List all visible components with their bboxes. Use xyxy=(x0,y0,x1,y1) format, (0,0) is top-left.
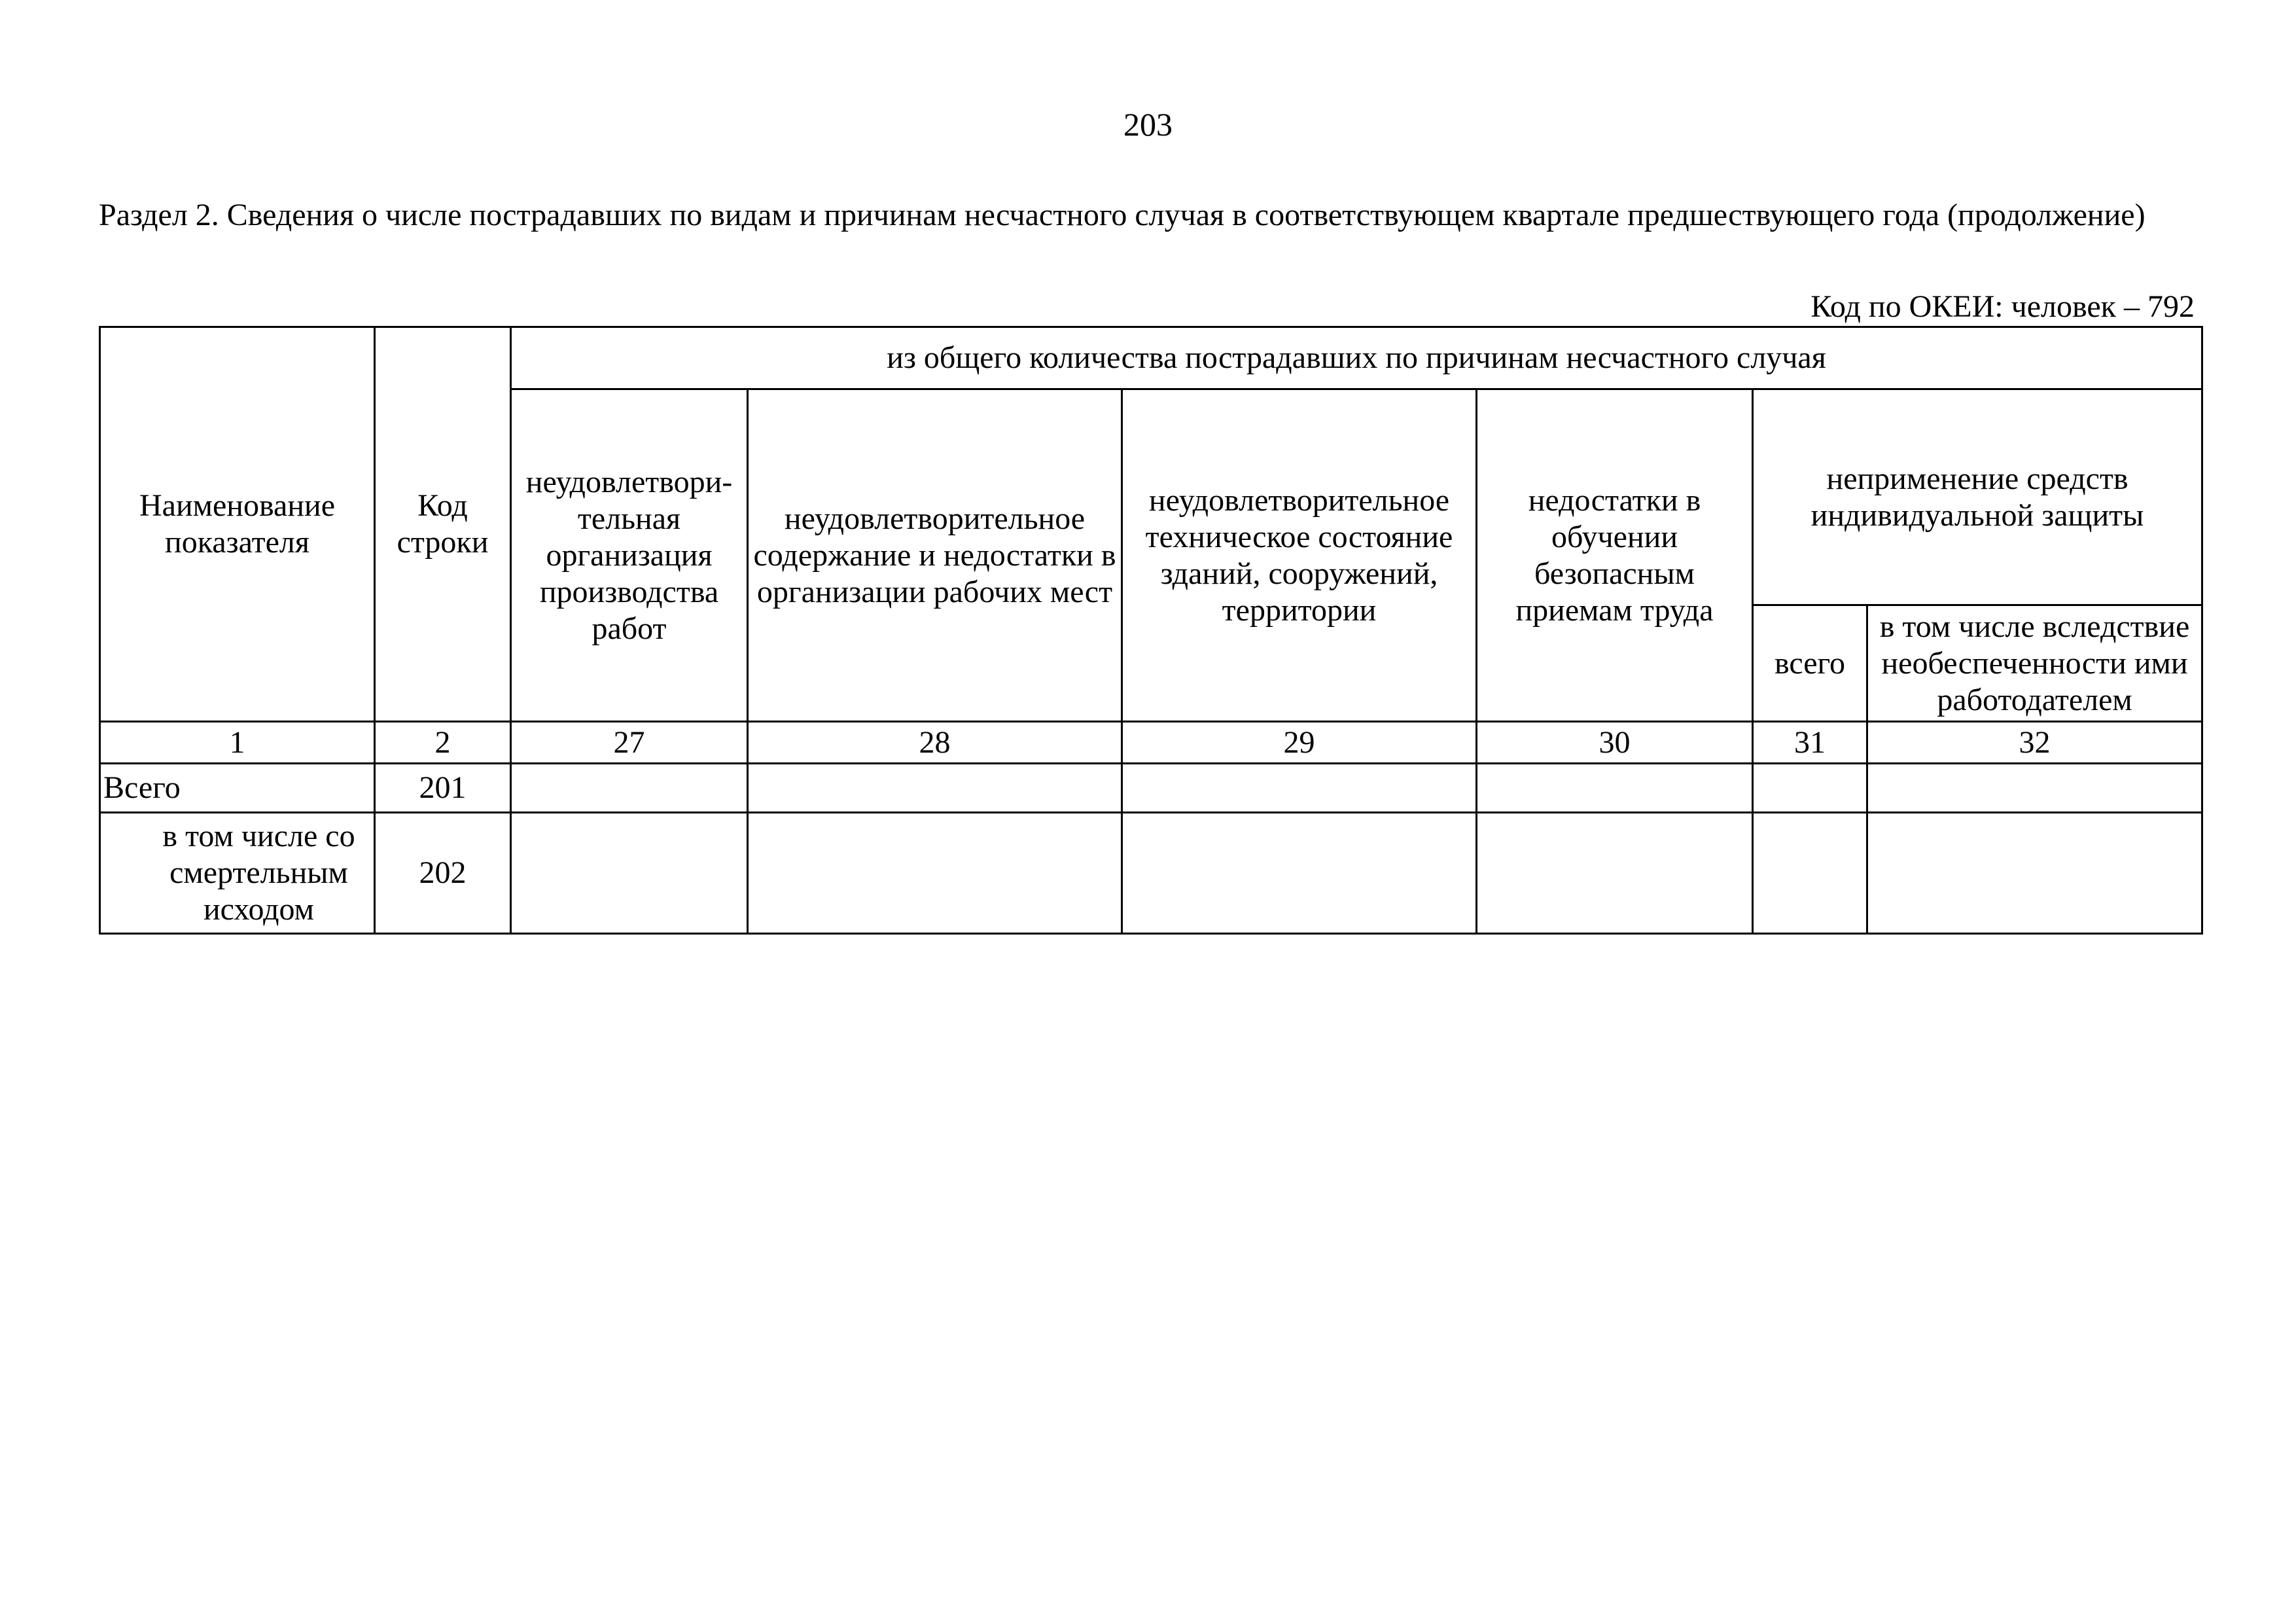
header-col-27: неудовлетвори-тельная организация производства работ xyxy=(511,389,748,722)
data-cell[interactable] xyxy=(1867,813,2202,934)
column-number: 28 xyxy=(748,722,1122,764)
column-numbers-row xyxy=(100,722,2202,764)
header-col-32: в том числе вследствие необеспеченности ими работодателем xyxy=(1867,605,2202,722)
row-code: 202 xyxy=(375,813,511,934)
data-cell[interactable] xyxy=(748,764,1122,813)
table-row xyxy=(100,813,2202,934)
data-cell[interactable] xyxy=(748,813,1122,934)
column-number: 1 xyxy=(100,722,375,764)
okei-code: Код по ОКЕИ: человек – 792 xyxy=(1810,289,2195,324)
column-number: 2 xyxy=(375,722,511,764)
data-cell[interactable] xyxy=(1122,764,1477,813)
column-number: 30 xyxy=(1477,722,1753,764)
data-cell[interactable] xyxy=(1753,764,1867,813)
row-name: Всего xyxy=(100,764,375,813)
header-col-30: недостатки в обучении безопасным приемам труда xyxy=(1477,389,1753,722)
data-cell[interactable] xyxy=(511,813,748,934)
data-cell[interactable] xyxy=(1477,764,1753,813)
row-name: в том числе со смертельным исходом xyxy=(100,813,375,934)
report-table xyxy=(99,326,2203,935)
column-number: 32 xyxy=(1867,722,2202,764)
data-cell[interactable] xyxy=(1753,813,1867,934)
header-group-title: из общего количества пострадавших по причинам несчастного случая xyxy=(511,327,2202,389)
header-col-29: неудовлетворительное техническое состояние зданий, сооружений, территории xyxy=(1122,389,1477,722)
column-number: 27 xyxy=(511,722,748,764)
data-cell[interactable] xyxy=(1477,813,1753,934)
column-number: 31 xyxy=(1753,722,1867,764)
data-cell[interactable] xyxy=(511,764,748,813)
table-row xyxy=(100,764,2202,813)
header-ppe-group: неприменение средств индивидуальной защиты xyxy=(1753,389,2202,605)
header-col-28: неудовлетворительное содержание и недостатки в организации рабочих мест xyxy=(748,389,1122,722)
header-line-code: Код строки xyxy=(375,327,511,722)
column-number: 29 xyxy=(1122,722,1477,764)
section-title: Раздел 2. Сведения о числе пострадавших по видам и причинам несчастного случая в соответствующем квартале предшествующего года (продолжение) xyxy=(99,198,2146,232)
page-number: 203 xyxy=(1123,106,1173,143)
data-cell[interactable] xyxy=(1867,764,2202,813)
row-code: 201 xyxy=(375,764,511,813)
data-cell[interactable] xyxy=(1122,813,1477,934)
header-indicator-name: Наименование показателя xyxy=(100,327,375,722)
header-col-31: всего xyxy=(1753,605,1867,722)
